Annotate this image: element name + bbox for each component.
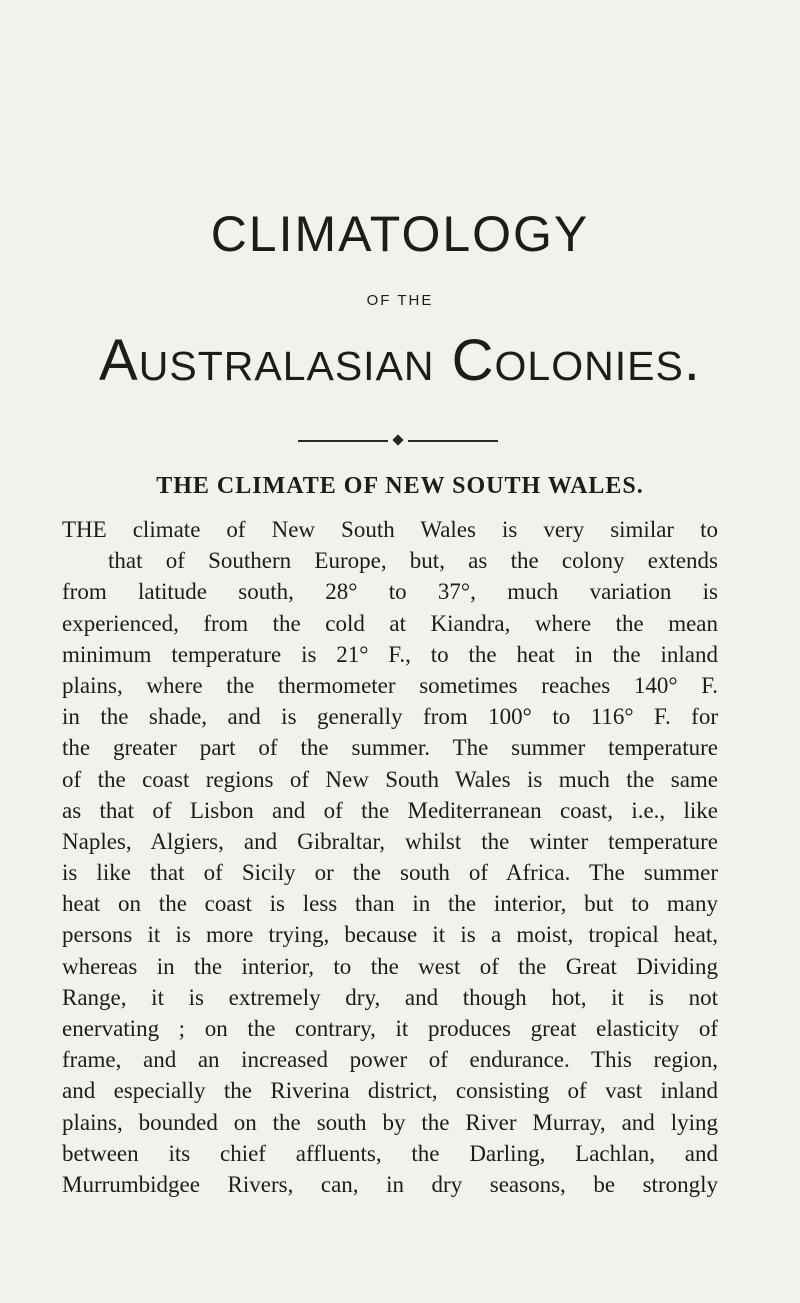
text-line: experienced, from the cold at Kiandra, where the mean [62,610,718,636]
text-line: Murrumbidgee Rivers, can, in dry seasons, be strongly [62,1171,718,1197]
divider-line-right [408,440,498,442]
text-line: persons it is more trying, because it is a moist, tropical heat, [62,922,718,948]
text-line: the greater part of the summer. The summer temperature [62,735,718,761]
page-subtitle: Australasian Colonies. [99,328,701,393]
text-line: from latitude south, 28° to 37°, much variation is [62,579,718,605]
text-line: minimum temperature is 21° F., to the heat in the inland [62,641,718,667]
text-line: between its chief affluents, the Darling, Lachlan, and [62,1140,718,1166]
divider-line-left [298,440,388,442]
title-connector: OF THE [366,292,434,309]
text-line: frame, and an increased power of endurance. This region, [62,1047,718,1073]
page-title: CLIMATOLOGY [210,206,590,262]
section-heading: THE CLIMATE OF NEW SOUTH WALES. [156,473,644,499]
diamond-icon [392,434,403,445]
ornamental-divider [298,435,498,447]
text-line: enervating ; on the contrary, it produces great elasticity of [62,1016,718,1041]
text-line: whereas in the interior, to the west of the Great Dividing [62,953,718,979]
text-line: Range, it is extremely dry, and though hot, it is not [62,984,718,1010]
text-line: Naples, Algiers, and Gibraltar, whilst the winter temperature [62,828,718,854]
text-line: plains, bounded on the south by the River Murray, and lying [62,1109,718,1135]
body-paragraph [62,514,718,1200]
text-line: in the shade, and is generally from 100° to 116° F. for [62,704,718,730]
text-line: is like that of Sicily or the south of Africa. The summer [62,860,718,886]
text-line: of the coast regions of New South Wales is much the same [62,766,718,792]
text-line: THE climate of New South Wales is very similar to [62,517,718,542]
text-line: heat on the coast is less than in the interior, but to many [62,891,718,917]
text-line: plains, where the thermometer sometimes reaches 140° F. [62,672,718,698]
text-line: as that of Lisbon and of the Mediterranean coast, i.e., like [62,797,718,823]
text-line: that of Southern Europe, but, as the colony extends [108,548,718,574]
text-line: and especially the Riverina district, consisting of vast inland [62,1078,718,1104]
